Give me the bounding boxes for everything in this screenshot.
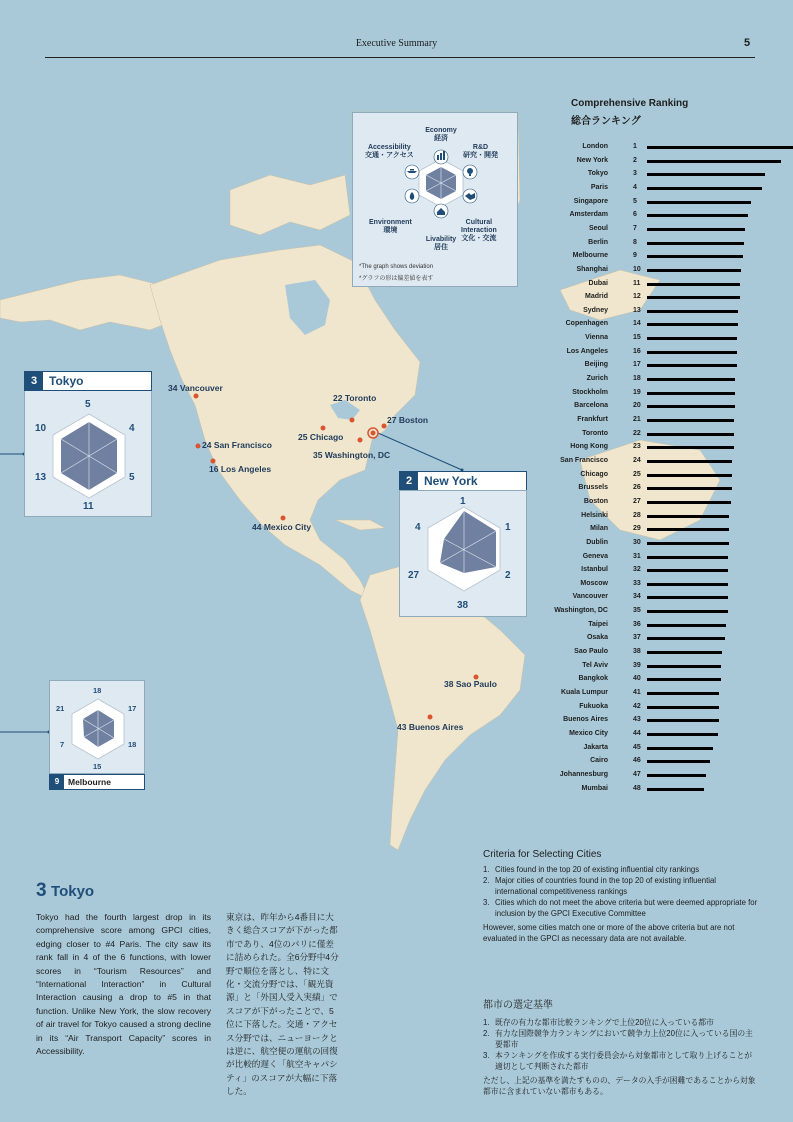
ranking-rank-number: 40 bbox=[633, 675, 641, 683]
newyork-connector bbox=[378, 433, 462, 470]
ranking-rank-number: 39 bbox=[633, 661, 641, 669]
ranking-row bbox=[540, 471, 760, 484]
ranking-city-name: Beijing bbox=[584, 361, 608, 369]
tokyo-card-rank: 3 bbox=[25, 372, 43, 390]
ranking-rank-number: 12 bbox=[633, 293, 641, 301]
criteria-jp bbox=[483, 996, 758, 1097]
newyork-livability-score: 38 bbox=[457, 600, 469, 611]
ranking-score-bar bbox=[647, 460, 732, 463]
ranking-row bbox=[540, 648, 760, 661]
criteria-title-en: Criteria for Selecting Cities bbox=[483, 849, 602, 860]
ranking-rank-number: 10 bbox=[633, 265, 641, 273]
melbourne-rd-score: 17 bbox=[128, 704, 137, 713]
melbourne-card-rank: 9 bbox=[50, 775, 64, 789]
ranking-city-name: Buenos Aires bbox=[563, 716, 608, 724]
ranking-city-name: Singapore bbox=[573, 197, 608, 205]
ranking-row bbox=[540, 266, 760, 279]
melbourne-cultural-score: 18 bbox=[128, 740, 137, 749]
city-dot-toronto bbox=[350, 418, 355, 423]
ranking-city-name: Washington, DC bbox=[554, 607, 608, 615]
ranking-score-bar bbox=[647, 296, 740, 299]
ranking-row bbox=[540, 443, 760, 456]
ranking-row bbox=[540, 662, 760, 675]
ranking-row bbox=[540, 566, 760, 579]
ranking-row bbox=[540, 634, 760, 647]
ranking-title-en: Comprehensive Ranking bbox=[571, 98, 689, 109]
ranking-city-name: Fukuoka bbox=[579, 702, 608, 710]
legend-cultural: Cultural Interaction 文化・交流 bbox=[461, 219, 497, 242]
ranking-rank-number: 37 bbox=[633, 634, 641, 642]
ranking-city-name: Brussels bbox=[578, 484, 608, 492]
tokyo-card-header bbox=[24, 371, 152, 391]
ranking-score-bar bbox=[647, 719, 719, 722]
ranking-rank-number: 17 bbox=[633, 361, 641, 369]
ranking-rank-number: 46 bbox=[633, 757, 641, 765]
ranking-city-name: San Francisco bbox=[560, 456, 608, 464]
ranking-rank-number: 9 bbox=[633, 252, 637, 260]
ranking-score-bar bbox=[647, 378, 735, 381]
melbourne-accessibility-score: 21 bbox=[56, 704, 65, 713]
ranking-row bbox=[540, 675, 760, 688]
ranking-city-name: Barcelona bbox=[574, 402, 608, 410]
ranking-score-bar bbox=[647, 637, 725, 640]
legend-economy: Economy 経済 bbox=[425, 127, 457, 142]
ranking-score-bar bbox=[647, 337, 737, 340]
map-label-buenos-aires: 43 Buenos Aires bbox=[397, 722, 464, 732]
header-title: Executive Summary bbox=[355, 38, 438, 49]
ranking-city-name: Milan bbox=[590, 525, 608, 533]
map-label-mexico-city: 44 Mexico City bbox=[252, 522, 312, 532]
map-label-san-francisco: 24 San Francisco bbox=[202, 440, 272, 450]
ranking-rank-number: 43 bbox=[633, 716, 641, 724]
ranking-score-bar bbox=[647, 692, 719, 695]
ranking-row bbox=[540, 389, 760, 402]
ranking-row bbox=[540, 703, 760, 716]
ranking-score-bar bbox=[647, 747, 713, 750]
ranking-row bbox=[540, 689, 760, 702]
ranking-city-name: Cairo bbox=[590, 757, 608, 765]
newyork-environment-score: 27 bbox=[408, 570, 420, 581]
melbourne-radar bbox=[50, 681, 146, 775]
ranking-city-name: Dubai bbox=[588, 279, 608, 287]
ranking-city-name: Sao Paulo bbox=[574, 648, 608, 656]
ranking-rank-number: 48 bbox=[633, 784, 641, 792]
ranking-title-jp: 総合ランキング bbox=[571, 116, 641, 127]
ranking-rank-number: 5 bbox=[633, 197, 637, 205]
ranking-score-bar bbox=[647, 255, 743, 258]
ranking-rank-number: 34 bbox=[633, 593, 641, 601]
ranking-rank-number: 8 bbox=[633, 238, 637, 246]
radar-legend bbox=[352, 112, 518, 287]
legend-livability: Livability 居住 bbox=[425, 236, 457, 251]
criteria-list-en bbox=[483, 864, 758, 919]
ranking-city-name: Johannesburg bbox=[559, 770, 608, 778]
ranking-score-bar bbox=[647, 364, 737, 367]
ranking-score-bar bbox=[647, 187, 762, 190]
ranking-score-bar bbox=[647, 678, 721, 681]
newyork-card-rank: 2 bbox=[400, 472, 418, 490]
ranking-city-name: Amsterdam bbox=[569, 211, 608, 219]
newyork-accessibility-score: 4 bbox=[415, 522, 421, 533]
melbourne-environment-score: 7 bbox=[60, 740, 65, 749]
ranking-rank-number: 36 bbox=[633, 620, 641, 628]
ranking-row bbox=[540, 252, 760, 265]
ranking-row bbox=[540, 757, 760, 770]
city-dot-san-francisco bbox=[196, 444, 201, 449]
ranking-city-name: Copenhagen bbox=[565, 320, 608, 328]
ranking-row bbox=[540, 580, 760, 593]
ranking-row bbox=[540, 211, 760, 224]
map-label-toronto: 22 Toronto bbox=[333, 393, 377, 403]
ranking-score-bar bbox=[647, 419, 734, 422]
legend-accessibility: Accessibility 交通・アクセス bbox=[365, 144, 414, 159]
ranking-city-name: Tokyo bbox=[587, 170, 608, 178]
newyork-radar bbox=[400, 491, 528, 618]
criteria-title-jp: 都市の選定基準 bbox=[483, 1000, 553, 1011]
ranking-score-bar bbox=[647, 528, 729, 531]
ranking-row bbox=[540, 402, 760, 415]
ranking-city-name: Mexico City bbox=[569, 729, 608, 737]
ranking-city-name: Toronto bbox=[582, 429, 608, 437]
city-dot-buenos-aires bbox=[428, 715, 433, 720]
city-dot-new-york-inner bbox=[371, 431, 376, 436]
ranking-score-bar bbox=[647, 433, 734, 436]
map-label-los-angeles: 16 Los Angeles bbox=[209, 464, 272, 474]
ranking-city-name: Jakarta bbox=[583, 743, 608, 751]
criteria-item-en: 2. Major cities of countries found in the top 20 of existing influential international competitiveness rankings bbox=[483, 876, 717, 896]
ranking-row bbox=[540, 239, 760, 252]
ranking-rank-number: 13 bbox=[633, 306, 641, 314]
ranking-row bbox=[540, 593, 760, 606]
ranking-score-bar bbox=[647, 515, 729, 518]
ranking-score-bar bbox=[647, 228, 745, 231]
criteria-list-jp bbox=[483, 1017, 758, 1072]
ranking-city-name: New York bbox=[576, 156, 608, 164]
ranking-city-name: Zurich bbox=[586, 375, 608, 383]
ranking-rank-number: 22 bbox=[633, 429, 641, 437]
ranking-score-bar bbox=[647, 733, 718, 736]
melbourne-livability-score: 15 bbox=[93, 762, 102, 771]
ranking-city-name: Los Angeles bbox=[566, 347, 608, 355]
section-number: 3 bbox=[36, 880, 47, 901]
ranking-row bbox=[540, 184, 760, 197]
ranking-row bbox=[540, 416, 760, 429]
ranking-city-name: Chicago bbox=[580, 470, 608, 478]
ranking-score-bar bbox=[647, 474, 732, 477]
ranking-city-name: Vancouver bbox=[572, 593, 608, 601]
ranking-score-bar bbox=[647, 596, 728, 599]
ranking-rank-number: 32 bbox=[633, 566, 641, 574]
ranking-city-name: Seoul bbox=[588, 224, 608, 232]
ranking-rank-number: 45 bbox=[633, 743, 641, 751]
ranking-city-name: Osaka bbox=[586, 634, 608, 642]
ranking-row bbox=[540, 375, 760, 388]
tokyo-rd-score: 4 bbox=[129, 423, 135, 434]
ranking-rank-number: 26 bbox=[633, 484, 641, 492]
ranking-rank-number: 21 bbox=[633, 416, 641, 423]
ranking-score-bar bbox=[647, 201, 751, 204]
newyork-card-header bbox=[399, 471, 527, 491]
ranking-rank-number: 3 bbox=[633, 170, 637, 178]
city-dot-boston bbox=[382, 424, 387, 429]
ranking-rank-number: 6 bbox=[633, 211, 637, 219]
ranking-score-bar bbox=[647, 624, 726, 627]
ranking-row bbox=[540, 716, 760, 729]
ranking-city-name: Madrid bbox=[585, 293, 608, 301]
tokyo-accessibility-score: 10 bbox=[35, 423, 47, 434]
ranking-rank-number: 11 bbox=[633, 279, 641, 287]
ranking-city-name: Shanghai bbox=[576, 265, 608, 273]
ranking-score-bar bbox=[647, 173, 765, 176]
ranking-city-name: Berlin bbox=[588, 238, 608, 246]
legend-rd: R&D 研究・開発 bbox=[463, 144, 498, 159]
ranking-row bbox=[540, 225, 760, 238]
ranking-city-name: Paris bbox=[590, 183, 608, 191]
tokyo-environment-score: 13 bbox=[35, 472, 47, 483]
ranking-score-bar bbox=[647, 569, 728, 572]
ranking-rank-number: 15 bbox=[633, 334, 641, 342]
ranking-score-bar bbox=[647, 542, 729, 545]
city-dot-mexico-city bbox=[281, 516, 286, 521]
ranking-rank-number: 29 bbox=[633, 525, 641, 533]
newyork-cultural-score: 2 bbox=[505, 570, 511, 581]
criteria-item-jp: 2. 有力な国際競争力ランキングにおいて競争力上位20位に入っている国の主要都市 bbox=[483, 1029, 753, 1049]
ranking-rank-number: 38 bbox=[633, 648, 641, 656]
ranking-city-name: Melbourne bbox=[572, 252, 608, 260]
ranking-rank-number: 47 bbox=[633, 770, 641, 778]
ranking-rank-number: 7 bbox=[633, 224, 637, 232]
ranking-rank-number: 44 bbox=[633, 729, 641, 737]
ranking-score-bar bbox=[647, 760, 710, 763]
ranking-city-name: Boston bbox=[583, 497, 608, 505]
ranking-rank-number: 1 bbox=[633, 143, 637, 150]
ranking-rank-number: 25 bbox=[633, 470, 641, 478]
ranking-rank-number: 19 bbox=[633, 388, 641, 396]
ranking-city-name: Frankfurt bbox=[577, 416, 608, 423]
ranking-city-name: Vienna bbox=[585, 334, 608, 342]
ranking-row bbox=[540, 170, 760, 183]
legend-note-jp: *グラフの形は偏差値を表す bbox=[359, 276, 434, 282]
melbourne-card-name: Melbourne bbox=[68, 777, 111, 787]
criteria-note-en: However, some cities match one or more of the above criteria but are not evaluated in the GPCI as necessary data are not available. bbox=[483, 923, 735, 943]
ranking-score-bar bbox=[647, 405, 735, 408]
ranking-score-bar bbox=[647, 487, 732, 490]
ranking-score-bar bbox=[647, 501, 731, 504]
ranking-city-name: Stockholm bbox=[572, 388, 608, 396]
ranking-row bbox=[540, 157, 760, 170]
ranking-rank-number: 4 bbox=[633, 183, 637, 191]
ranking-row bbox=[540, 334, 760, 347]
melbourne-radar-card bbox=[49, 680, 145, 774]
map-label-sao-paulo: 38 Sao Paulo bbox=[444, 679, 497, 689]
tokyo-cultural-score: 5 bbox=[129, 472, 135, 483]
ranking-rank-number: 41 bbox=[633, 689, 641, 696]
melbourne-card-header bbox=[49, 774, 145, 790]
ranking-score-bar bbox=[647, 774, 706, 777]
ranking-row bbox=[540, 348, 760, 361]
ranking-row bbox=[540, 744, 760, 757]
ranking-city-name: Hong Kong bbox=[570, 443, 608, 451]
newyork-card-name: New York bbox=[424, 474, 478, 488]
ranking-score-bar bbox=[647, 556, 728, 559]
ranking-city-name: Taipei bbox=[588, 620, 608, 628]
ranking-rank-number: 27 bbox=[633, 497, 641, 505]
ranking-rank-number: 42 bbox=[633, 702, 641, 710]
ranking-score-bar bbox=[647, 310, 738, 313]
ranking-row bbox=[540, 771, 760, 784]
map-label-boston: 27 Boston bbox=[387, 415, 429, 425]
ranking-score-bar bbox=[647, 323, 738, 326]
criteria-note-jp: ただし、上記の基準を満たすものの、データの入手が困難であることから対象都市に含まれていない都市もある。 bbox=[483, 1076, 756, 1096]
ranking-row bbox=[540, 143, 760, 156]
ranking-score-bar bbox=[647, 146, 793, 149]
ranking-score-bar bbox=[647, 610, 728, 613]
map-label-vancouver: 34 Vancouver bbox=[168, 383, 223, 393]
ranking-rank-number: 33 bbox=[633, 579, 641, 587]
ranking-row bbox=[540, 525, 760, 538]
ranking-row bbox=[540, 553, 760, 566]
city-dot-los-angeles bbox=[211, 459, 216, 464]
ranking-score-bar bbox=[647, 446, 734, 449]
ranking-row bbox=[540, 198, 760, 211]
map-label-washington: 35 Washington, DC bbox=[313, 450, 391, 460]
ranking-score-bar bbox=[647, 706, 719, 709]
ranking-score-bar bbox=[647, 583, 728, 586]
ranking-rank-number: 31 bbox=[633, 552, 641, 560]
ranking-rank-number: 2 bbox=[633, 156, 637, 164]
ranking-rank-number: 18 bbox=[633, 375, 641, 383]
section-heading bbox=[36, 880, 94, 902]
ranking-rank-number: 14 bbox=[633, 320, 641, 328]
criteria-item-jp: 3. 本ランキングを作成する実行委員会から対象都市として取り上げることが適切として判断された都市 bbox=[483, 1051, 753, 1071]
city-dot-chicago bbox=[321, 426, 326, 431]
legend-note-en: *The graph shows deviation bbox=[359, 264, 434, 270]
ranking-row bbox=[540, 484, 760, 497]
section-body-jp: 東京は、昨年から4番目に大きく総合スコアが下がった都市であり、4位のパリに僅差に詰められた。全6分野中4分野で順位を落とし、特に文化・交流分野では、「観光資源」と「外国人受入実績」でスコアが下がったことで、5位に下落した。交通・アクセス分野では、ニューヨークとは逆に、航空便の運航の回復が比較的遅く「航空キャパシティ」のスコアが大幅に下落した。 bbox=[226, 912, 339, 1097]
criteria-en bbox=[483, 849, 758, 944]
newyork-radar-card bbox=[399, 490, 527, 617]
ranking-rank-number: 24 bbox=[633, 456, 641, 464]
caribbean-island bbox=[335, 520, 385, 530]
ranking-rank-number: 16 bbox=[633, 347, 641, 355]
ranking-row bbox=[540, 621, 760, 634]
ranking-row bbox=[540, 430, 760, 443]
city-dot-washington bbox=[358, 438, 363, 443]
header-rule bbox=[45, 57, 755, 58]
ranking-score-bar bbox=[647, 283, 740, 286]
ranking-score-bar bbox=[647, 160, 781, 163]
ranking-rank-number: 35 bbox=[633, 607, 641, 615]
ranking-score-bar bbox=[647, 242, 744, 245]
ranking-score-bar bbox=[647, 269, 741, 272]
newyork-economy-score: 1 bbox=[460, 496, 466, 507]
ranking-score-bar bbox=[647, 392, 735, 395]
ranking-city-name: Tel Aviv bbox=[582, 661, 608, 669]
ranking-row bbox=[540, 512, 760, 525]
ranking-row bbox=[540, 539, 760, 552]
ranking-row bbox=[540, 320, 760, 333]
ranking-score-bar bbox=[647, 214, 748, 217]
ranking-rank-number: 28 bbox=[633, 511, 641, 519]
ranking-row bbox=[540, 457, 760, 470]
ranking-row bbox=[540, 280, 760, 293]
page-number: 5 bbox=[744, 37, 751, 49]
ranking-city-name: Mumbai bbox=[581, 784, 608, 792]
ranking-city-name: Sydney bbox=[583, 306, 608, 314]
ranking-row bbox=[540, 498, 760, 511]
ranking-score-bar bbox=[647, 651, 722, 654]
ranking-row bbox=[540, 730, 760, 743]
legend-environment: Environment 環境 bbox=[369, 219, 412, 234]
melbourne-economy-score: 18 bbox=[93, 686, 102, 695]
tokyo-livability-score: 11 bbox=[83, 501, 94, 512]
ranking-city-name: Dublin bbox=[586, 538, 608, 546]
ranking-rank-number: 23 bbox=[633, 443, 641, 451]
ranking-city-name: Helsinki bbox=[581, 511, 608, 519]
tokyo-card-name: Tokyo bbox=[49, 374, 84, 388]
arctic-islands bbox=[230, 175, 350, 235]
map-label-chicago: 25 Chicago bbox=[298, 432, 344, 442]
section-title: Tokyo bbox=[51, 883, 95, 900]
criteria-item-en: 3. Cities which do not meet the above criteria but were deemed appropriate for inclusion by the GPCI Executive Committee bbox=[483, 898, 758, 918]
ranking-score-bar bbox=[647, 351, 737, 354]
ranking-rank-number: 30 bbox=[633, 538, 641, 546]
newyork-rd-score: 1 bbox=[505, 522, 511, 533]
criteria-item-jp: 1. 既存の有力な都市比較ランキングで上位20位に入っている都市 bbox=[483, 1018, 714, 1027]
ranking-row bbox=[540, 361, 760, 374]
ranking-city-name: Istanbul bbox=[581, 566, 608, 574]
section-body-en: Tokyo had the fourth largest drop in its comprehensive score among GPCI cities, edging closer to #4 Paris. The city saw its rank fall in 4 of the 6 functions, with lower scores in “Tourism Resources” and “International Interaction” in Cultural Interaction causing a drop to #5 in that function. Unlike New York, the slow recovery of air travel for Tokyo caused a strong decline in its “Air Transport Capacity” scores in Accessibility. bbox=[36, 912, 211, 1057]
criteria-item-en: 1. Cities found in the top 20 of existing influential city rankings bbox=[483, 865, 700, 874]
ranking-score-bar bbox=[647, 665, 721, 668]
ranking-row bbox=[540, 785, 760, 798]
ranking-row bbox=[540, 293, 760, 306]
ranking-city-name: Geneva bbox=[582, 552, 608, 560]
city-dot-vancouver bbox=[194, 394, 199, 399]
ranking-city-name: Moscow bbox=[580, 579, 608, 587]
ranking-city-name: Kuala Lumpur bbox=[560, 689, 608, 696]
ranking-score-bar bbox=[647, 788, 704, 791]
ranking-city-name: Bangkok bbox=[578, 675, 608, 683]
ranking-row bbox=[540, 307, 760, 320]
ranking-row bbox=[540, 607, 760, 620]
north-america-landmass bbox=[150, 245, 420, 600]
tokyo-radar-card bbox=[24, 389, 152, 517]
ranking-city-name: London bbox=[582, 143, 608, 150]
ranking-rank-number: 20 bbox=[633, 402, 641, 410]
tokyo-economy-score: 5 bbox=[85, 399, 91, 410]
